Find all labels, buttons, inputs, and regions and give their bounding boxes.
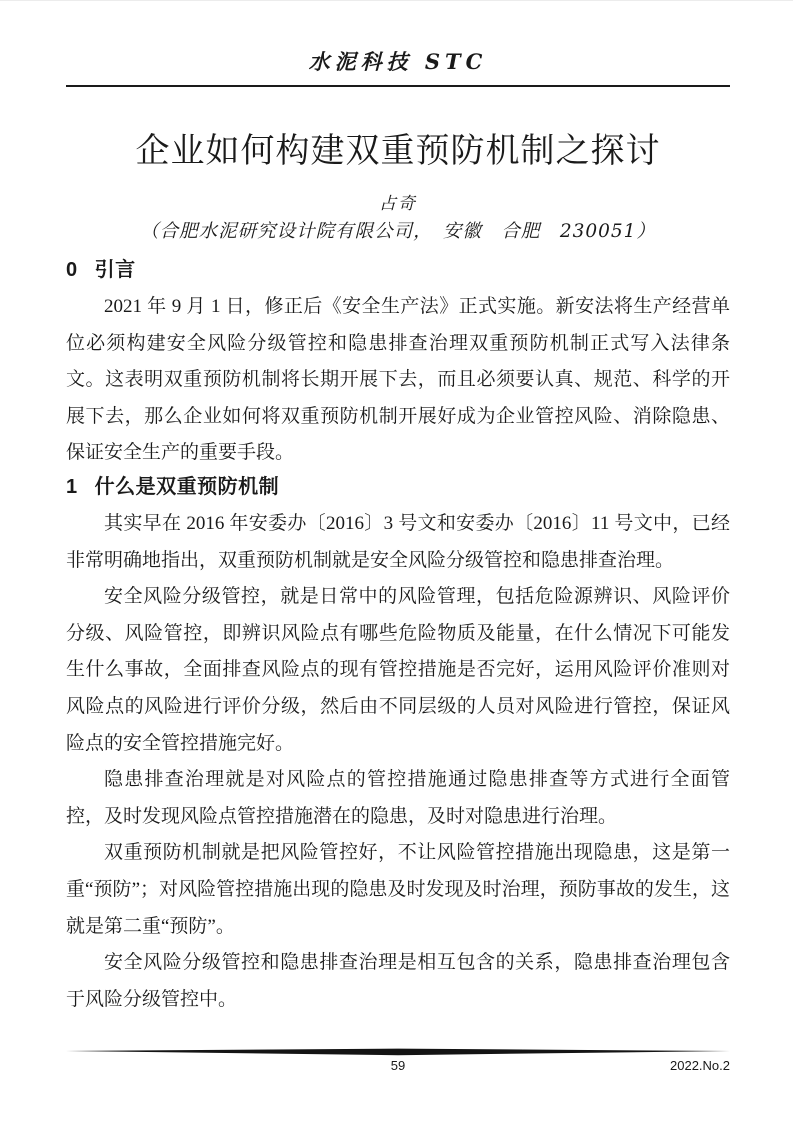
paragraph-sec1-2: 安全风险分级管控，就是日常中的风险管理，包括危险源辨识、风险评价分级、风险管控，即辨识风险点有哪些危险物质及能量，在什么情况下可能发生什么事故，全面排查风险点的现有管控措施是否完好，运用风险评价准则对风险点的风险进行评价分级，然后由不同层级的人员对风险进行管控，保证风险点的安全管控措施完好。	[66, 586, 730, 754]
footer-issue-label: 2022.No.2	[670, 1058, 730, 1073]
article-title: 企业如何构建双重预防机制之探讨	[135, 132, 661, 170]
section-0-title: 引言	[94, 259, 136, 281]
page-content	[66, 1, 730, 1018]
paragraph-sec1-4: 双重预防机制就是把风险管控好，不让风险管控措施出现隐患，这是第一重“预防”；对风险管控措施出现的隐患及时发现及时治理，预防事故的发生，这就是第二重“预防”。	[66, 842, 730, 937]
section-0-heading	[66, 255, 730, 285]
paragraph-sec1-5: 安全风险分级管控和隐患排查治理是相互包含的关系，隐患排查治理包含于风险分级管控中。	[66, 952, 730, 1010]
footer-row	[66, 1057, 730, 1074]
page-footer	[66, 1048, 730, 1074]
header-rule	[66, 85, 730, 87]
author-name: 占奇	[379, 194, 417, 214]
paragraph-sec1-1: 其实早在 2016 年安委办〔2016〕3 号文和安委办〔2016〕11 号文中，已经非常明确地指出，双重预防机制就是安全风险分级管控和隐患排查治理。	[66, 512, 730, 571]
section-0-number: 0	[66, 259, 78, 281]
author-affiliation: （合肥水泥研究设计院有限公司， 安徽 合肥 230051）	[140, 221, 656, 242]
footer-page-number: 59	[390, 1058, 406, 1073]
section-1-title: 什么是双重预防机制	[94, 475, 280, 498]
journal-header-title: 水泥科技 STC	[308, 49, 488, 74]
paragraph-intro-1: 2021 年 9 月 1 日，修正后《安全生产法》正式实施。新安法将生产经营单位必须构建安全风险分级管控和隐患排查治理双重预防机制正式写入法律条文。这表明双重预防机制将长期开展下去，而且必须要认真、规范、科学的开展下去，那么企业如何将双重预防机制开展好成为企业管控风险、消除隐患、保证安全生产的重要手段。	[66, 296, 730, 464]
footer-rule	[66, 1048, 730, 1056]
section-1-number: 1	[66, 475, 78, 498]
paragraph-sec1-3: 隐患排查治理就是对风险点的管控措施通过隐患排查等方式进行全面管控，及时发现风险点管控措施潜在的隐患，及时对隐患进行治理。	[66, 769, 730, 827]
section-1-heading	[66, 472, 730, 502]
